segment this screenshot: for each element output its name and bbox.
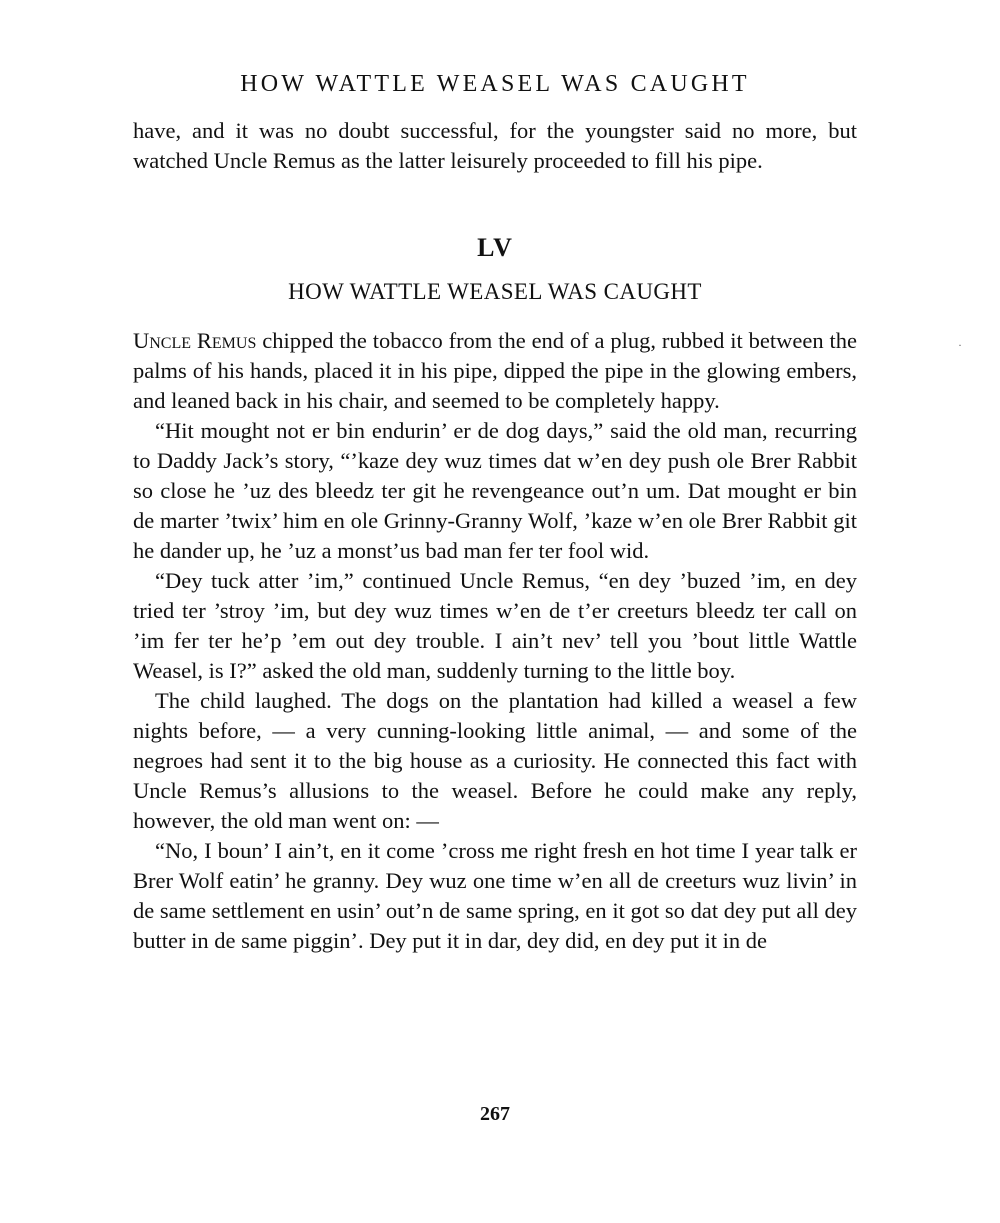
paragraph-4: The child laughed. The dogs on the plantation had killed a weasel a few nights before, — a very cunning-looking little animal, — and some of the negroes had sent it to the big house as a curiosity. He connected this fact with Uncle Remus’s allusions to the weasel. Before he could make any reply, however, the old man went on: — (133, 688, 857, 833)
chapter-number: LV (477, 233, 513, 262)
running-head: HOW WATTLE WEASEL WAS CAUGHT (240, 71, 750, 97)
margin-mark: · (958, 338, 962, 352)
continuation-paragraph: have, and it was no doubt successful, for the youngster said no more, but watched Uncle Remus as the latter leisurely proceeded to fill his pipe. (133, 118, 857, 173)
paragraph-5: “No, I boun’ I ain’t, en it come ’cross me right fresh en hot time I year talk er Brer Wolf eatin’ he granny. Dey wuz one time w’en all de creeturs wuz livin’ in de same settlement en usin’ out’n de same spring, en it got so dat dey put all dey butter in de same piggin’. Dey put it in dar, dey did, en dey put it in de (133, 838, 857, 953)
paragraph-1-text: chipped the tobacco from the end of a plug, rubbed it between the palms of his hands, placed it in his pipe, dipped the pipe in the glowing embers, and leaned back in his chair, and seemed to be completely happy. (133, 328, 858, 413)
paragraph-3: “Dey tuck atter ’im,” continued Uncle Remus, “en dey ’buzed ’im, en dey tried ter ’stroy ’im, but dey wuz times w’en de t’er creeturs bleedz ter call on ’im fer ter he’p ’em out dey trouble. I ain’t nev’ tell you ’bout little Wattle Weasel, is I?” asked the old man, suddenly turning to the little boy. (133, 568, 857, 683)
paragraph-2: “Hit mought not er bin endurin’ er de dog days,” said the old man, recurring to Daddy Jack’s story, “’kaze dey wuz times dat w’en dey push ole Brer Rabbit so close he ’uz des bleedz ter git he revengeance out’n um. Dat mought er bin de marter ’twix’ him en ole Grinny-Granny Wolf, ’kaze w’en ole Brer Rabbit git he dander up, he ’uz a monst’us bad man fer ter fool wid. (133, 418, 857, 563)
page-number: 267 (480, 1103, 510, 1125)
continuation-block (133, 116, 857, 176)
paragraph-1-lead: Uncle Remus (133, 328, 257, 353)
paragraph-1 (133, 326, 857, 416)
chapter-title: HOW WATTLE WEASEL WAS CAUGHT (288, 279, 702, 304)
chapter-body (133, 326, 857, 956)
